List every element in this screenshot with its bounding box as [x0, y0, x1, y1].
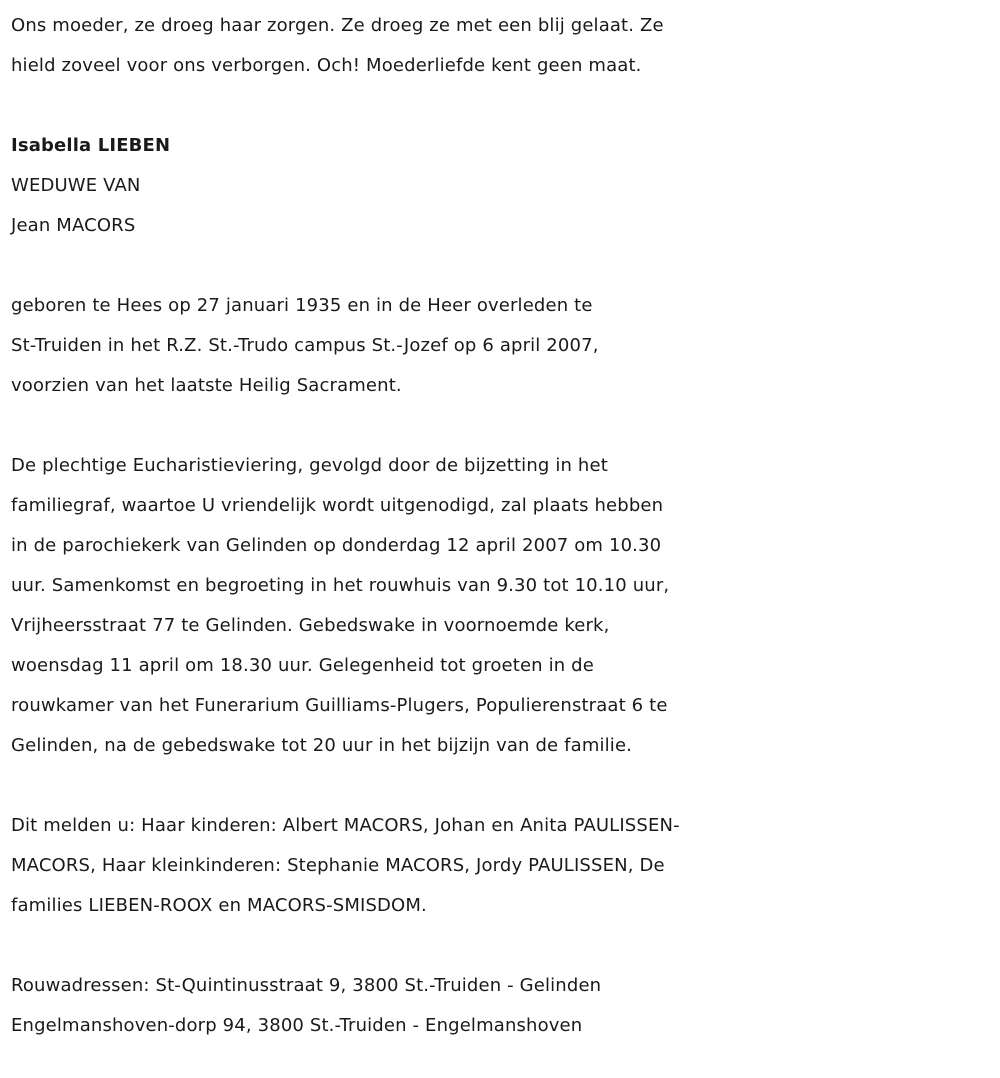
addresses-paragraph — [11, 966, 991, 1046]
spacer — [11, 86, 991, 126]
paragraph-line: MACORS, Haar kleinkinderen: Stephanie MACORS, Jordy PAULISSEN, De — [11, 855, 665, 876]
ceremony-paragraph — [11, 446, 991, 766]
paragraph-line: rouwkamer van het Funerarium Guilliams-Plugers, Populierenstraat 6 te — [11, 695, 668, 716]
paragraph-line: uur. Samenkomst en begroeting in het rouwhuis van 9.30 tot 10.10 uur, — [11, 575, 670, 596]
paragraph-line: familiegraf, waartoe U vriendelijk wordt uitgenodigd, zal plaats hebben — [11, 495, 664, 516]
paragraph-line: Vrijheersstraat 77 te Gelinden. Gebedswake in voornoemde kerk, — [11, 615, 610, 636]
spacer — [11, 766, 991, 806]
deceased-section — [11, 126, 991, 246]
announcement-paragraph — [11, 806, 991, 926]
deceased-name: Isabella LIEBEN — [11, 135, 171, 156]
spouse-name: Jean MACORS — [11, 215, 136, 236]
birth-death-paragraph — [11, 286, 991, 406]
paragraph-line: St-Truiden in het R.Z. St.-Trudo campus St.-Jozef op 6 april 2007, — [11, 335, 599, 356]
address-line: Rouwadressen: St-Quintinusstraat 9, 3800 St.-Truiden - Gelinden — [11, 975, 602, 996]
spacer — [11, 246, 991, 286]
paragraph-line: De plechtige Eucharistieviering, gevolgd door de bijzetting in het — [11, 455, 608, 476]
obituary-notice — [11, 6, 991, 1046]
poem-section — [11, 6, 991, 86]
paragraph-line: voorzien van het laatste Heilig Sacrament. — [11, 375, 402, 396]
paragraph-line: families LIEBEN-ROOX en MACORS-SMISDOM. — [11, 895, 427, 916]
poem-line: hield zoveel voor ons verborgen. Och! Moederliefde kent geen maat. — [11, 55, 642, 76]
paragraph-line: Dit melden u: Haar kinderen: Albert MACORS, Johan en Anita PAULISSEN- — [11, 815, 680, 836]
address-line: Engelmanshoven-dorp 94, 3800 St.-Truiden - Engelmanshoven — [11, 1015, 583, 1036]
paragraph-line: geboren te Hees op 27 januari 1935 en in de Heer overleden te — [11, 295, 593, 316]
paragraph-line: Gelinden, na de gebedswake tot 20 uur in het bijzijn van de familie. — [11, 735, 633, 756]
paragraph-line: in de parochiekerk van Gelinden op donderdag 12 april 2007 om 10.30 — [11, 535, 662, 556]
paragraph-line: woensdag 11 april om 18.30 uur. Gelegenheid tot groeten in de — [11, 655, 594, 676]
spacer — [11, 406, 991, 446]
spacer — [11, 926, 991, 966]
widow-status: WEDUWE VAN — [11, 175, 141, 196]
poem-line: Ons moeder, ze droeg haar zorgen. Ze droeg ze met een blij gelaat. Ze — [11, 15, 664, 36]
